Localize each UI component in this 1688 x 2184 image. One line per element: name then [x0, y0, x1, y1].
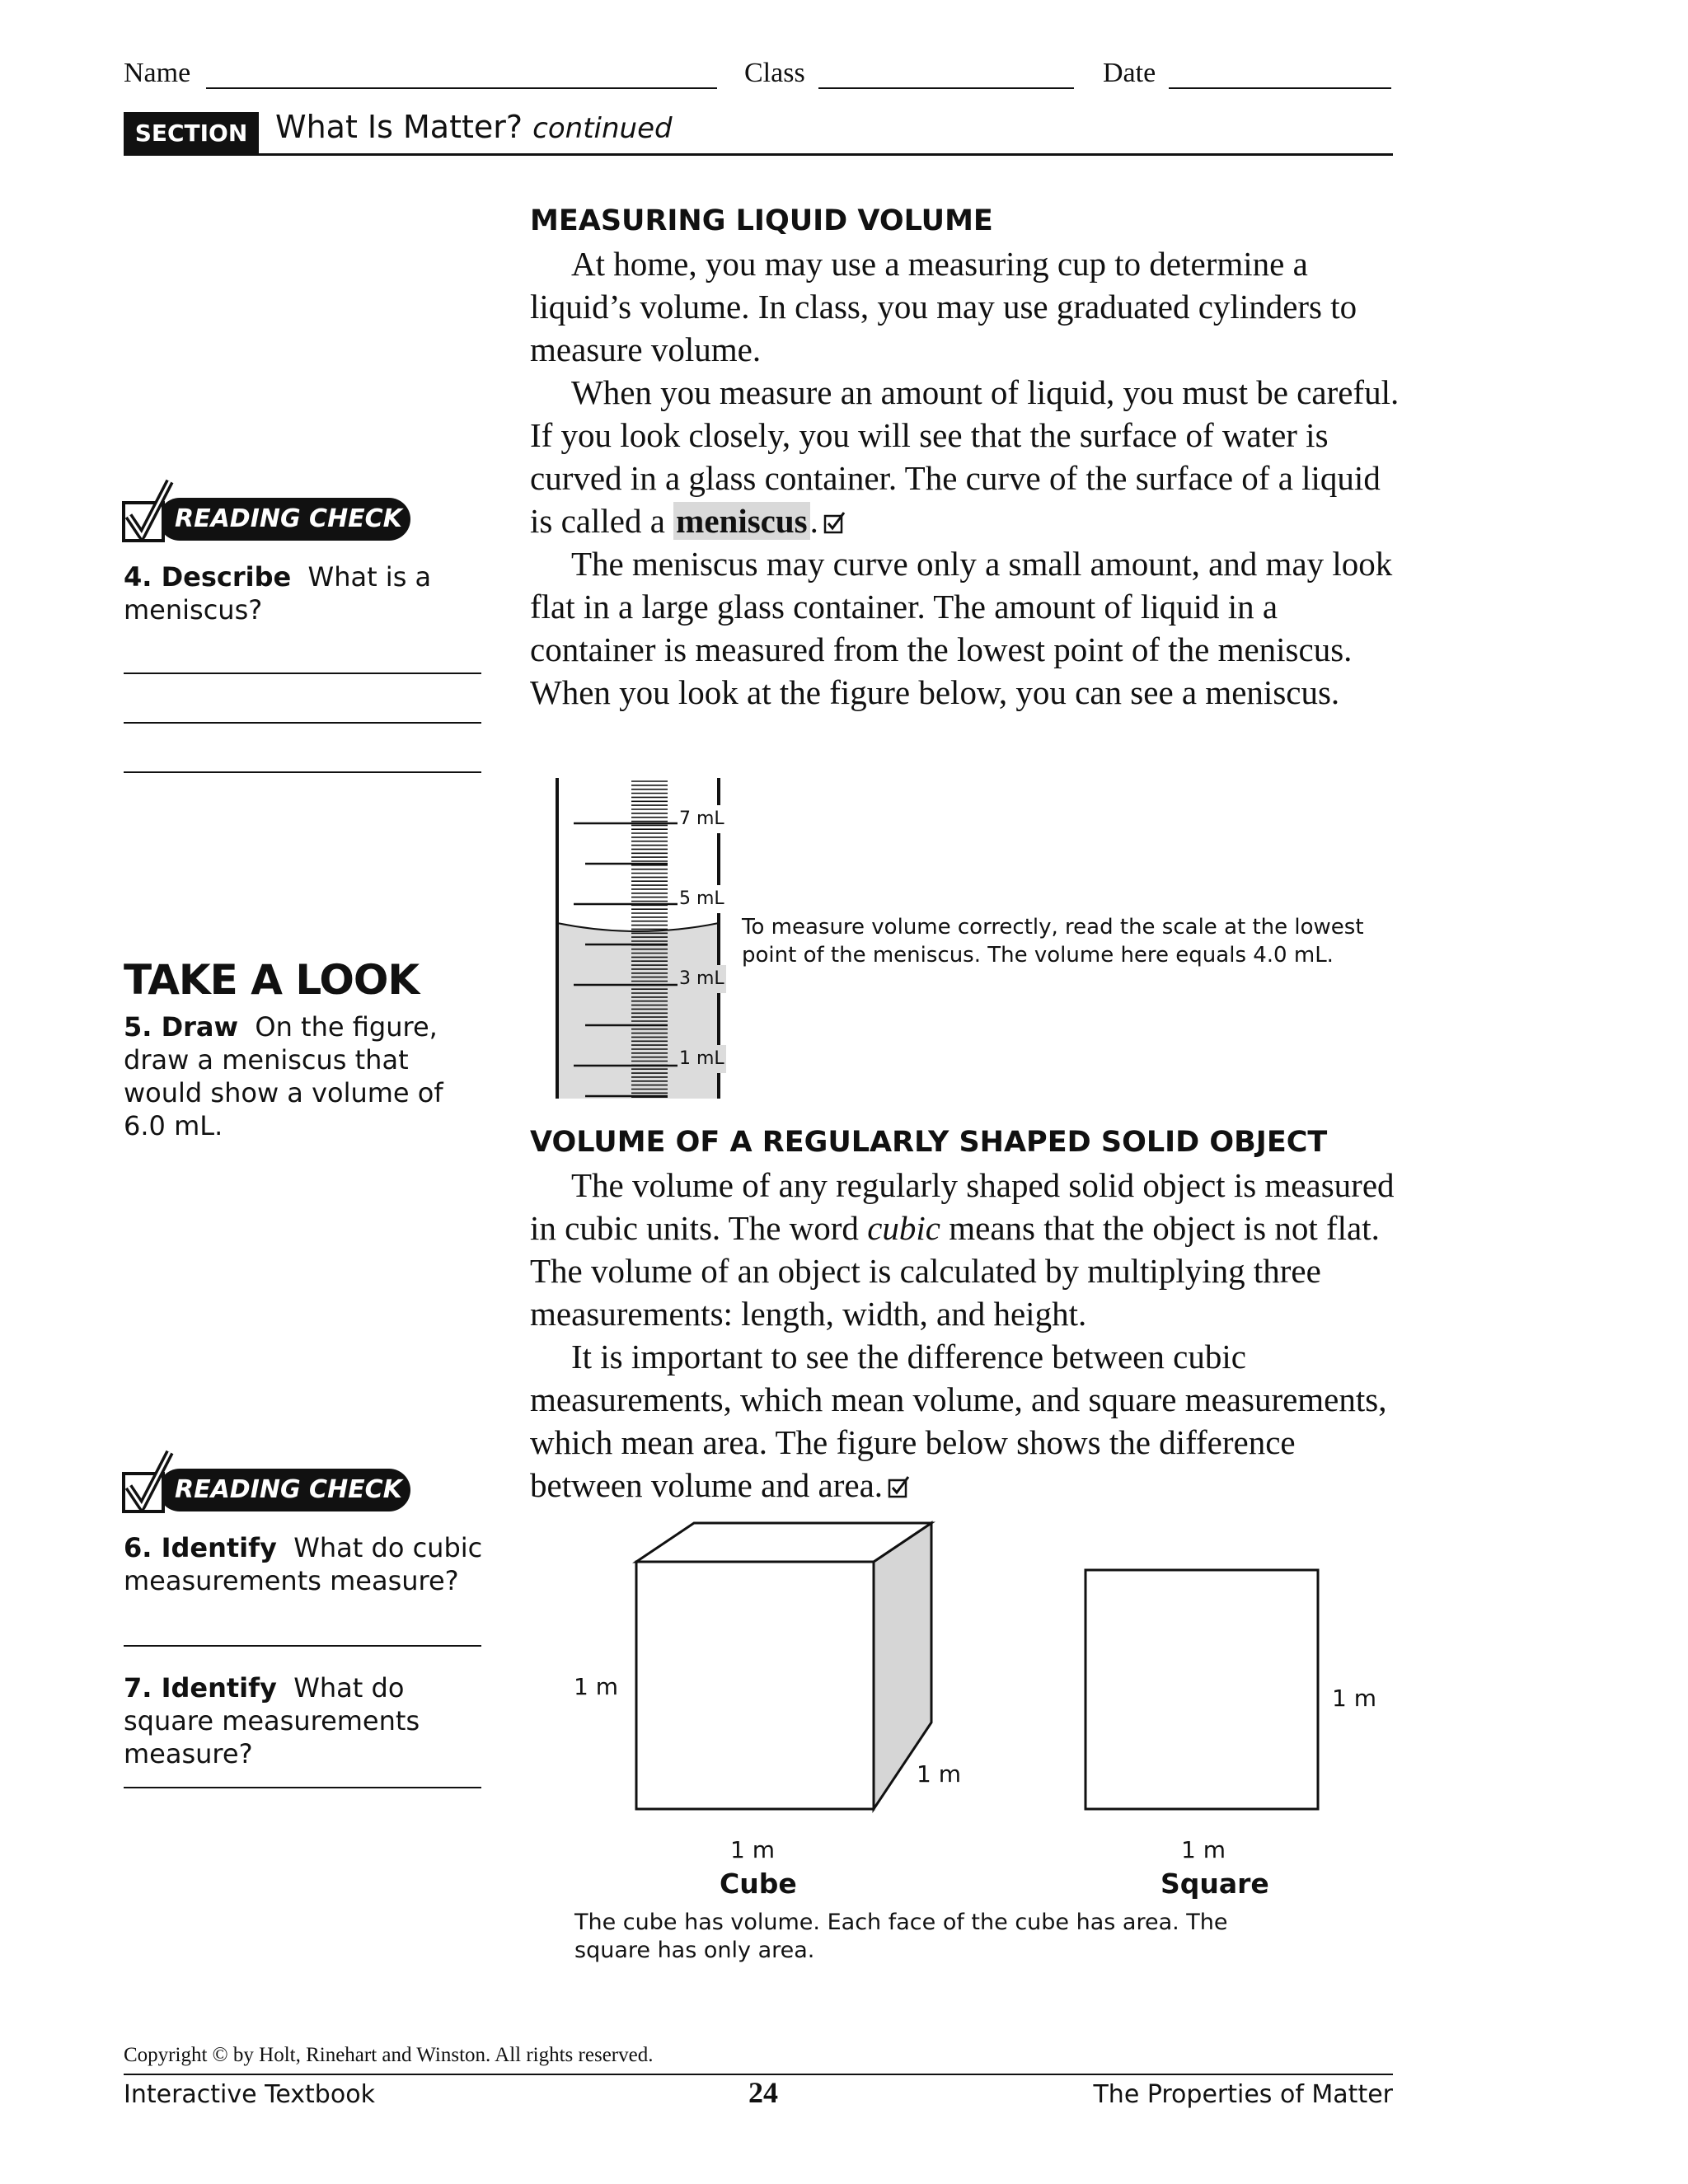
answer-line-q4-2[interactable]	[124, 722, 481, 724]
solid-paragraph-2	[530, 1335, 1404, 1507]
answer-line-q7[interactable]	[124, 1787, 481, 1788]
answer-line-q4-3[interactable]	[124, 771, 481, 773]
cube-front-face	[636, 1562, 874, 1809]
solid-p1-text: The volume of any regularly shaped solid object is measured in cubic units. The word	[530, 1166, 1395, 1247]
reading-check-label: READING CHECK	[158, 498, 410, 541]
question-7	[124, 1671, 486, 1770]
name-field-line[interactable]	[206, 87, 717, 89]
page-number: 24	[748, 2076, 778, 2109]
date-field-line[interactable]	[1169, 87, 1391, 89]
question-6-label: 6. Identify	[124, 1532, 277, 1563]
solid-p2-text: It is important to see the difference between cubic measurements, which mean volume, and square measurements, which mean area. The figure below shows the difference between volume and area.	[530, 1338, 1387, 1504]
reading-check-marker-icon	[888, 1475, 911, 1498]
cylinder-label-3ml: 3 mL	[678, 965, 726, 993]
question-5-label: 5. Draw	[124, 1011, 239, 1043]
reading-check-label-2: READING CHECK	[158, 1469, 410, 1511]
reading-check-marker-icon	[823, 511, 846, 534]
class-field-line[interactable]	[818, 87, 1074, 89]
square-width-label: 1 m	[1181, 1836, 1226, 1863]
meniscus-keyword: meniscus	[673, 502, 809, 540]
cubic-word: cubic	[867, 1209, 940, 1247]
footer-chapter-title: The Properties of Matter	[1093, 2080, 1393, 2109]
question-5-text: On the figure, draw a meniscus that would show a volume of 6.0 mL.	[124, 1011, 443, 1141]
liquid-paragraph-3: The meniscus may curve only a small amount, and may look flat in a large glass container. The amount of liquid in a container is measured from the lowest point of the meniscus. When you look at the figure below, you can see a meniscus.	[530, 545, 1393, 711]
answer-line-q4-1[interactable]	[124, 673, 481, 674]
solid-volume-body	[530, 1164, 1404, 1507]
solid-paragraph-1	[530, 1164, 1404, 1335]
section-badge: SECTION 1	[124, 112, 259, 155]
question-6-text: What do cubic measurements measure?	[124, 1532, 483, 1596]
checkmark-icon	[122, 478, 180, 544]
cube-depth-label: 1 m	[917, 1760, 961, 1788]
liquid-p2-text: When you measure an amount of liquid, you must be careful. If you look closely, you will see that the surface of water is curved in a glass container. The curve of the surface of a liquid is called a	[530, 373, 1400, 540]
cylinder-caption: To measure volume correctly, read the scale at the lowest point of the meniscus. The volume here equals 4.0 mL.	[742, 915, 1364, 968]
liquid-volume-body	[530, 242, 1404, 714]
cube-width-label: 1 m	[730, 1836, 775, 1863]
liquid-p2-end: .	[809, 502, 818, 540]
take-a-look-heading: TAKE A LOOK	[124, 956, 420, 1004]
question-7-text: What do square measurements measure?	[124, 1672, 420, 1769]
answer-line-q6[interactable]	[124, 1645, 481, 1647]
square-height-label: 1 m	[1332, 1685, 1376, 1712]
cube-square-caption: The cube has volume. Each face of the cube has area. The square has only area.	[574, 1910, 1228, 1963]
header-rule	[124, 153, 1393, 156]
question-4-label: 4. Describe	[124, 561, 292, 593]
reading-check-badge-2	[122, 1464, 412, 1513]
question-7-label: 7. Identify	[124, 1672, 277, 1704]
question-6	[124, 1531, 486, 1597]
question-5	[124, 1010, 486, 1142]
cube-square-figure	[626, 1516, 1368, 1830]
checkmark-icon	[122, 1449, 180, 1515]
question-4-text: What is a meniscus?	[124, 561, 432, 626]
square-label: Square	[1160, 1868, 1269, 1900]
copyright-notice: Copyright © by Holt, Rinehart and Winston. All rights reserved.	[124, 2044, 654, 2066]
section-title-text: What Is Matter?	[275, 109, 523, 145]
liquid-paragraph-1: At home, you may use a measuring cup to determine a liquid’s volume. In class, you may use graduated cylinders to measure volume.	[530, 245, 1357, 368]
square-shape	[1085, 1570, 1318, 1809]
liquid-paragraph-2	[530, 371, 1404, 542]
date-label: Date	[1103, 58, 1156, 88]
section-title	[275, 109, 673, 145]
reading-check-badge	[122, 493, 412, 542]
solid-volume-heading: VOLUME OF A REGULARLY SHAPED SOLID OBJECT	[530, 1126, 1328, 1159]
liquid-volume-heading: MEASURING LIQUID VOLUME	[530, 204, 993, 237]
cylinder-label-7ml: 7 mL	[678, 805, 726, 833]
cylinder-label-5ml: 5 mL	[678, 885, 726, 913]
solid-p1-end: means that the object is not flat. The volume of an object is calculated by multiplying three measurements: length, width, and height.	[530, 1209, 1380, 1333]
footer-book-title: Interactive Textbook	[124, 2080, 375, 2109]
section-title-suffix: continued	[532, 112, 673, 145]
question-4	[124, 560, 486, 626]
cube-height-label: 1 m	[574, 1673, 618, 1700]
cube-label: Cube	[720, 1868, 797, 1900]
name-label: Name	[124, 58, 191, 88]
class-label: Class	[744, 58, 805, 88]
cylinder-label-1ml: 1 mL	[678, 1045, 726, 1073]
